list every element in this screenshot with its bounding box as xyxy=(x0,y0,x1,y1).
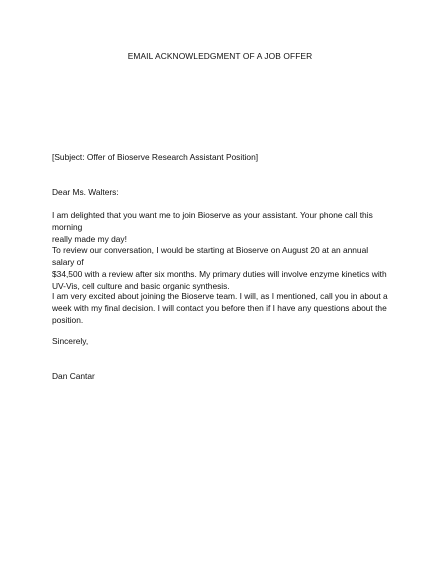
body-paragraph-2: To review our conversation, I would be starting at Bioserve on August 20 at an annual salary of $34,500 with a review after six months. My primary duties will involve enzyme kinetics with UV-Vis, cell culture and basic organic synthesis. xyxy=(52,245,387,291)
closing: Sincerely, xyxy=(52,336,89,346)
body-paragraph-3: I am very excited about joining the Bioserve team. I will, as I mentioned, call you in about a week with my final decision. I will contact you before then if I have any questions about the position. xyxy=(52,291,388,325)
email-subject-line: [Subject: Offer of Bioserve Research Assistant Position] xyxy=(52,152,259,162)
salutation: Dear Ms. Walters: xyxy=(52,187,119,197)
signature-name: Dan Cantar xyxy=(52,371,95,381)
document-title: EMAIL ACKNOWLEDGMENT OF A JOB OFFER xyxy=(127,51,313,61)
body-paragraph-1: I am delighted that you want me to join Bioserve as your assistant. Your phone call this morning really made my day! xyxy=(52,210,373,244)
